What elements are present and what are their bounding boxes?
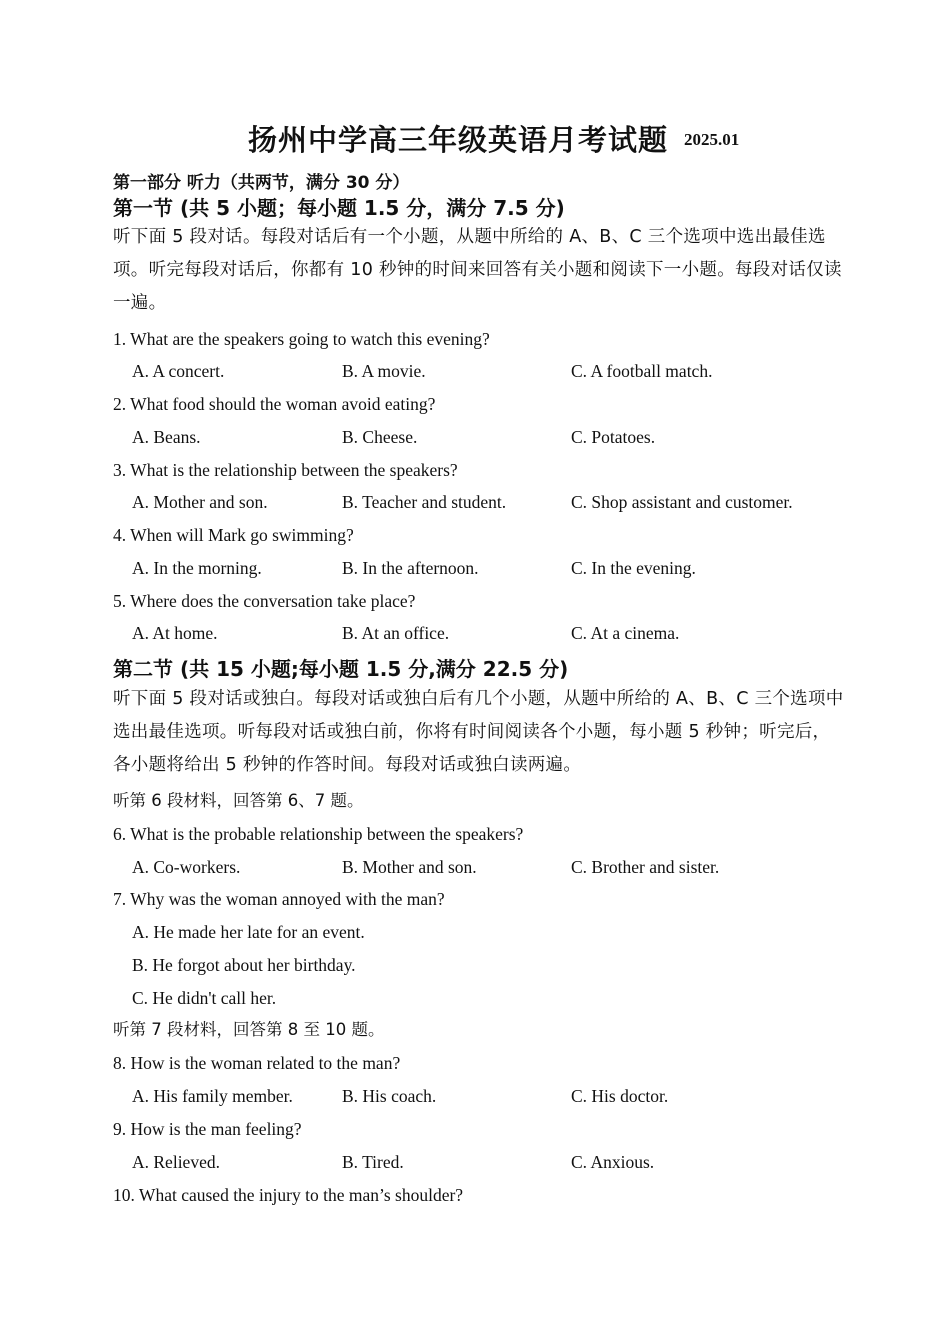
question-7: 7. Why was the woman annoyed with the man? [113, 889, 445, 909]
question-10: 10. What caused the injury to the man’s shoulder? [113, 1185, 464, 1205]
question-3-option-a: A. Mother and son. [132, 492, 268, 512]
question-2-option-a: A. Beans. [132, 427, 201, 447]
question-2-option-b: B. Cheese. [342, 427, 418, 447]
question-9-option-c: C. Anxious. [571, 1152, 655, 1172]
question-1: 1. What are the speakers going to watch this evening? [113, 329, 490, 349]
question-7-option-c: C. He didn't call her. [132, 988, 277, 1008]
part-one-title: 第一部分 听力（共两节，满分 30 分） [113, 173, 410, 193]
question-6-option-a: A. Co-workers. [132, 857, 241, 877]
question-3-option-c: C. Shop assistant and customer. [571, 492, 793, 512]
question-1-option-b: B. A movie. [342, 361, 426, 381]
question-5-option-a: A. At home. [132, 623, 218, 643]
question-8-option-a: A. His family member. [132, 1086, 293, 1106]
section-two-instructions: 听下面 5 段对话或独白。每段对话或独白后有几个小题，从题中所给的 A、B、C 三个选项中选出最佳选项。听每段对话或独白前，你将有时间阅读各个小题，每小题 5 秒钟；听完后，各小题将给出 5 秒钟的作答时间。每段对话或独白读两遍。 [113, 689, 844, 775]
question-1-option-a: A. A concert. [132, 361, 225, 381]
question-5-option-b: B. At an office. [342, 623, 450, 643]
question-8: 8. How is the woman related to the man? [113, 1053, 401, 1073]
material-7-note: 听第 7 段材料，回答第 8 至 10 题。 [113, 1020, 385, 1039]
question-9: 9. How is the man feeling? [113, 1119, 302, 1139]
question-8-option-b: B. His coach. [342, 1086, 437, 1106]
exam-title: 扬州中学高三年级英语月考试题 [248, 123, 669, 157]
question-5-option-c: C. At a cinema. [571, 623, 680, 643]
section-one-instructions: 听下面 5 段对话。每段对话后有一个小题，从题中所给的 A、B、C 三个选项中选出最佳选项。听完每段对话后，你都有 10 秒钟的时间来回答有关小题和阅读下一小题。每段对话仅读一遍。 [113, 227, 842, 313]
question-2-option-c: C. Potatoes. [571, 427, 656, 447]
question-8-option-c: C. His doctor. [571, 1086, 669, 1106]
question-9-option-a: A. Relieved. [132, 1152, 220, 1172]
question-7-option-b: B. He forgot about her birthday. [132, 955, 356, 975]
question-4: 4. When will Mark go swimming? [113, 525, 354, 545]
question-4-option-a: A. In the morning. [132, 558, 262, 578]
question-6: 6. What is the probable relationship between the speakers? [113, 824, 524, 844]
question-2: 2. What food should the woman avoid eating? [113, 394, 436, 414]
question-9-option-b: B. Tired. [342, 1152, 404, 1172]
question-5: 5. Where does the conversation take place? [113, 591, 416, 611]
exam-date: 2025.01 [684, 130, 740, 149]
question-6-option-c: C. Brother and sister. [571, 857, 720, 877]
exam-header [0, 118, 950, 166]
question-7-option-a: A. He made her late for an event. [132, 922, 365, 942]
question-3-option-b: B. Teacher and student. [342, 492, 507, 512]
question-4-option-c: C. In the evening. [571, 558, 696, 578]
question-3: 3. What is the relationship between the speakers? [113, 460, 458, 480]
section-one-title: 第一节 (共 5 小题；每小题 1.5 分，满分 7.5 分) [113, 196, 565, 220]
question-4-option-b: B. In the afternoon. [342, 558, 479, 578]
question-1-option-c: C. A football match. [571, 361, 713, 381]
section-two-title: 第二节 (共 15 小题;每小题 1.5 分,满分 22.5 分) [113, 657, 569, 681]
material-6-note: 听第 6 段材料，回答第 6、7 题。 [113, 791, 364, 810]
question-6-option-b: B. Mother and son. [342, 857, 477, 877]
